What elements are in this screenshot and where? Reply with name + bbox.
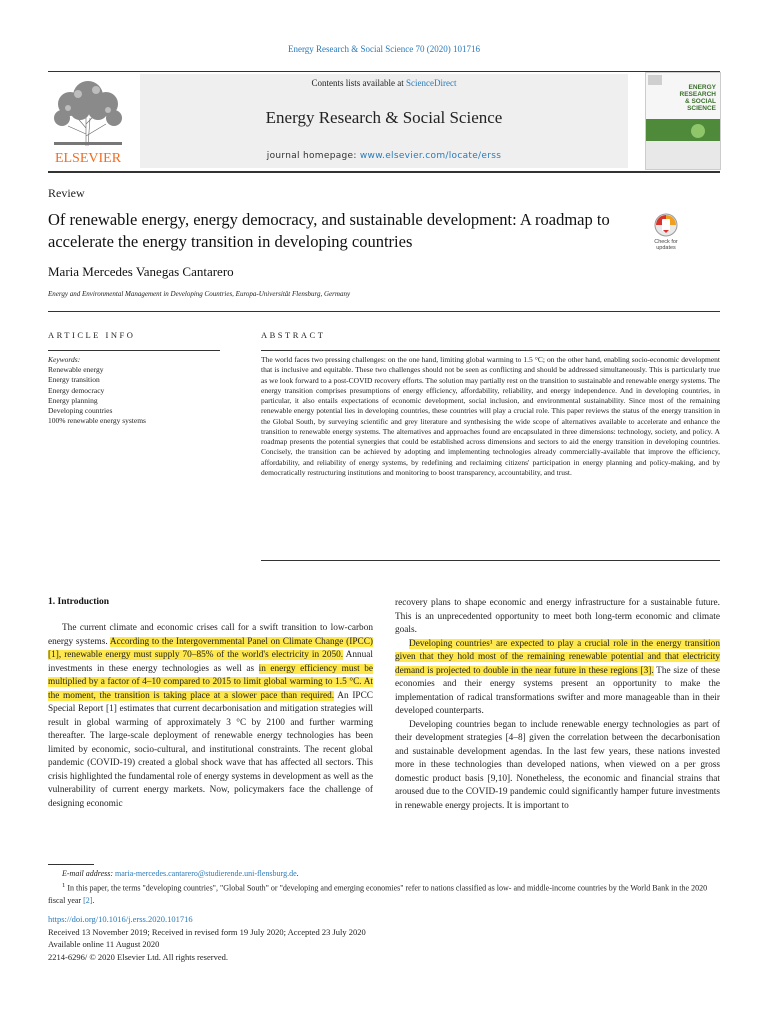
intro-paragraph-2 xyxy=(395,638,720,719)
doi-link[interactable]: https://doi.org/10.1016/j.erss.2020.101716 xyxy=(48,914,193,924)
keyword-item: Developing countries xyxy=(48,406,113,416)
abstract-rule xyxy=(261,350,720,351)
cover-title-line: & SOCIAL xyxy=(684,98,716,105)
intro-paragraph-1 xyxy=(48,622,373,811)
cover-title-line: ENERGY xyxy=(688,84,716,91)
footnotes xyxy=(48,868,720,907)
text-run: . xyxy=(296,869,299,878)
check-for-updates-badge[interactable] xyxy=(648,212,684,252)
highlighted-text: Developing countries¹ are expected to play a crucial role in the energy transition given that they hold most of the remaining renewable potential and that electricity demand is projected to double in the near future in these regions [3]. xyxy=(395,638,720,676)
intro-paragraph-3: Developing countries began to include renewable energy technologies as part of their development strategies [4–8] given the correlation between the decarbonisation and sustainable development agendas. In the last few years, these nations invested more in these technologies than developed nations, when viewed on a per gross domestic product basis [9,10]. Nonetheless, the economic and financial strains that aroused due to the COVID-19 pandemic could significantly hamper future investments in renewable energy projects. It is important to xyxy=(395,719,720,811)
keyword-item: Energy democracy xyxy=(48,385,105,395)
crossmark-label: updates xyxy=(656,245,676,251)
footnote-rule xyxy=(48,864,94,865)
copyright-line: 2214-6296/ © 2020 Elsevier Ltd. All rights reserved. xyxy=(48,951,228,962)
journal-cover-image xyxy=(646,73,720,169)
article-title: Of renewable energy, energy democracy, and sustainable development: A roadmap to accelerate the energy transition in developing countries xyxy=(48,210,610,251)
masthead-bottom-rule xyxy=(48,171,720,173)
article-metadata xyxy=(48,913,720,963)
crossmark-label: Check for xyxy=(654,239,678,245)
email-label: E-mail address: xyxy=(62,869,116,878)
author-name[interactable]: Maria Mercedes Vanegas Cantarero xyxy=(48,264,234,279)
elsevier-wordmark: ELSEVIER xyxy=(54,151,122,166)
text-run: Annual investments in these energy technologies as well as xyxy=(48,650,373,674)
abstract-heading: ABSTRACT xyxy=(261,330,326,340)
contents-prefix: Contents lists available at xyxy=(311,78,406,88)
article-history: Received 13 November 2019; Received in revised form 19 July 2020; Accepted 23 July 2020 xyxy=(48,926,366,937)
contents-line xyxy=(140,78,628,88)
body-right-column xyxy=(395,597,720,813)
article-type: Review xyxy=(48,186,85,200)
article-info-heading: ARTICLE INFO xyxy=(48,330,136,340)
available-online: Available online 11 August 2020 xyxy=(48,939,160,949)
homepage-prefix: journal homepage: xyxy=(266,151,360,161)
sciencedirect-link[interactable]: ScienceDirect xyxy=(406,78,457,88)
text-run: . xyxy=(92,895,95,905)
abstract-text: The world faces two pressing challenges: on the one hand, limiting global warming to 1.5 °C; on the other hand, enabling socio-economic development that is inclusive and equitable. These two challenges should not be seen as conflicting and should be addressed simultaneously. This is particularly true as we look forward to a post-COVID recovery efforts. The solution may partially rest on the transition to sustainable and renewable energy systems. The energy transition comprises presumptions of energy efficiency, affordability, reliability, and energy independence. And in developing countries, in particular, it also entails expectations of economic development, social inclusion, and environmental sustainability. Since most of the remaining renewable energy potential lies in developing countries, these countries will play a crucial role. This paper reviews the status of the energy transition in the Global South, by surveying scientific and grey literature and synthesising the wide scope of alternatives available to accelerate and enhance the transition to renewable energy systems. The alternatives and approaches found are encapsulated in three dimensions: technology, society, and policy. A roadmap presents the potential synergies that could be established across dimensions and sectors to aid the energy transition in developing countries. Concisely, the transition can be achieved by adopting and implementing technologies already commercially-available that improve the efficiency, affordability, and reliability of energy systems, by redefining and reclaiming citizens' participation in energy planning and policy-making, and by democratically restructuring institutions and monitoring to boost transparency, accountability, and trust. xyxy=(261,355,720,477)
masthead-top-rule xyxy=(48,71,720,72)
keyword-item: 100% renewable energy systems xyxy=(48,416,146,426)
footnote-mark: 1 xyxy=(62,882,66,889)
highlighted-text: in energy efficiency must be multiplied by a factor of 4–10 compared to 2015 to limit global warming to 1.5 °C. At the moment, the transition is taking place at a slower pace than required. xyxy=(48,663,373,701)
crossmark-icon xyxy=(648,212,684,252)
journal-homepage-link[interactable]: www.elsevier.com/locate/erss xyxy=(359,151,502,161)
header-rule xyxy=(48,311,720,312)
author-email-link[interactable]: maria-mercedes.cantarero@studierende.uni-flensburg.de xyxy=(115,869,297,878)
abstract-bottom-rule xyxy=(261,560,720,561)
author-affiliation: Energy and Environmental Management in Developing Countries, Europa-Universität Flensburg, Germany xyxy=(48,290,351,298)
keyword-item: Renewable energy xyxy=(48,365,104,375)
introduction-heading: 1. Introduction xyxy=(48,597,110,607)
keyword-item: Energy transition xyxy=(48,375,100,385)
email-footnote xyxy=(48,868,720,880)
text-run: In this paper, the terms "developing countries", "Global South" or "developing and emerging economies" refer to nations classified as low- and middle-income countries by the World Bank in the 2020 fiscal year xyxy=(48,883,708,905)
highlighted-text: According to the Intergovernmental Panel on Climate Change (IPCC) [1], renewable energy must supply 70–85% of the world's electricity in 2050. xyxy=(48,636,373,660)
text-run: An IPCC Special Report [1] estimates that current decarbonisation and mitigation strategies will result in global warming of approximately 3 °C by 2100 and further warming thereafter. The large-scale deployment of renewable energy technologies has been limited by economic, socio-cultural, and institutional constraints. The recent global pandemic (COVID-19) created a global shock wave that has affected all sectors. This crisis highlighted the fundamental role of energy systems in development as well as the vulnerability of current energy markets. Now, policymakers face the challenge of designing economic xyxy=(48,690,373,809)
article-info-rule xyxy=(48,350,220,351)
text-run: The current climate and economic crises call for a swift transition to low-carbon energy systems. xyxy=(48,623,373,647)
cover-title-line: SCIENCE xyxy=(687,105,716,112)
journal-citation-link[interactable]: Energy Research & Social Science 70 (2020) 101716 xyxy=(287,44,481,54)
journal-homepage-line xyxy=(140,151,628,161)
journal-cover-thumbnail[interactable] xyxy=(645,72,721,170)
journal-name: Energy Research & Social Science xyxy=(265,108,503,127)
reference-link[interactable]: [2] xyxy=(83,895,93,905)
footnote-1 xyxy=(48,880,720,907)
keywords-list xyxy=(48,355,248,426)
text-run: The size of these economies and their energy systems present an opportunity to make the implementation of radical transformations swifter and more manageable than in their developed counterparts. xyxy=(395,665,720,716)
body-left-column xyxy=(48,622,373,811)
elsevier-tree-icon xyxy=(48,78,128,166)
intro-paragraph-1-continued: recovery plans to shape economic and energy infrastructure for a sustainable future. This is an unprecedented opportunity to meet both long-term economic and climate goals. xyxy=(395,598,720,635)
elsevier-logo xyxy=(48,78,128,166)
keyword-item: Energy planning xyxy=(48,395,98,405)
cover-title-line: RESEARCH xyxy=(679,91,716,98)
keywords-label: Keywords: xyxy=(48,355,81,364)
